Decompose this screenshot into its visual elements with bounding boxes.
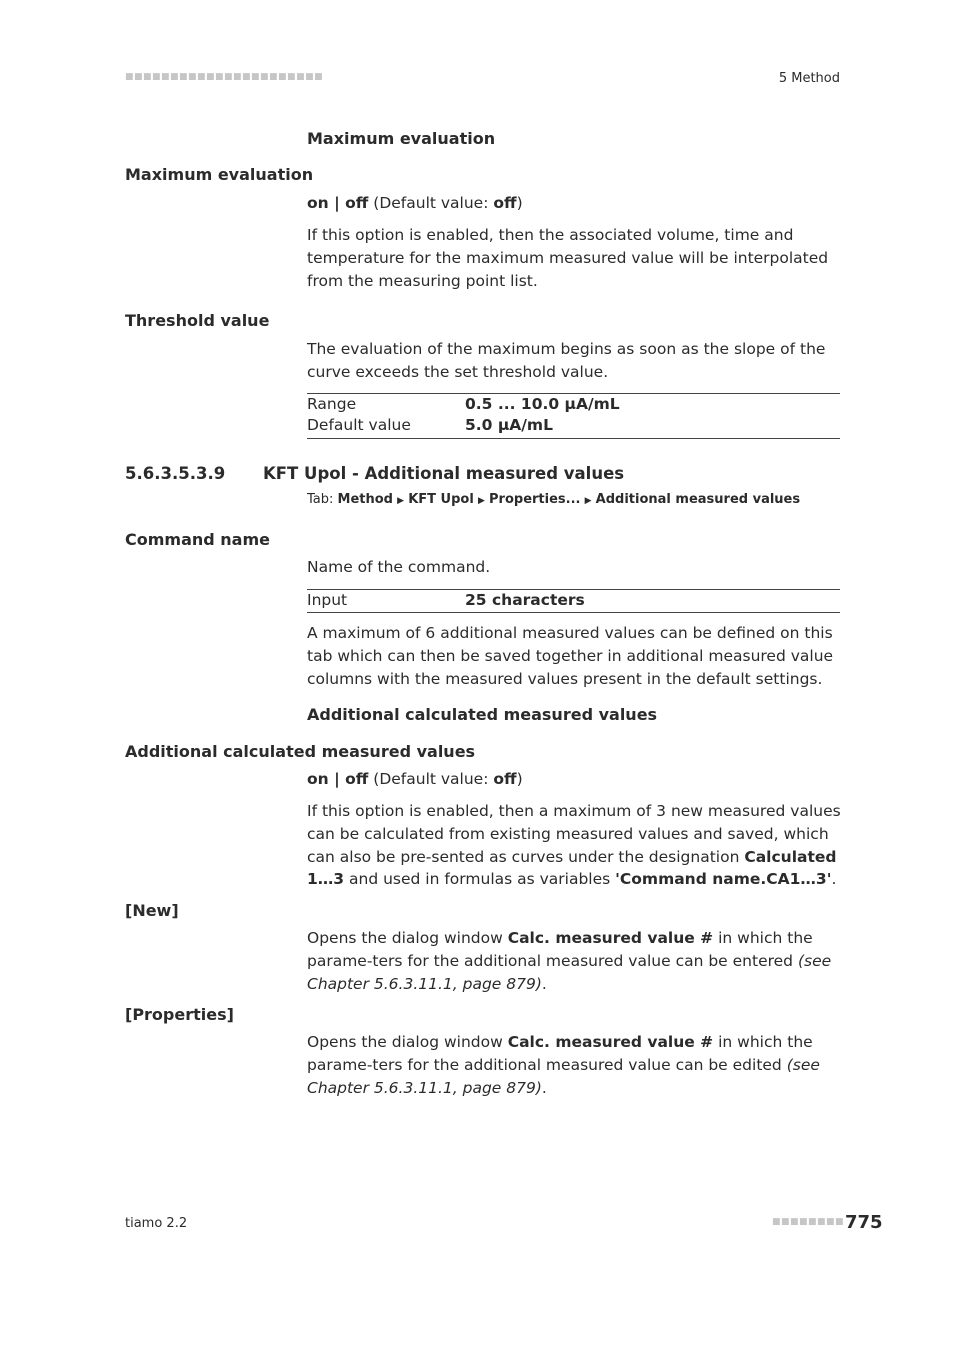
tab-path-item: KFT Upol <box>408 492 474 507</box>
new-button-label: [New] <box>125 901 179 920</box>
desc-text: . <box>541 1078 547 1097</box>
additional-calc-label: Additional calculated measured values <box>125 742 476 761</box>
chapter-title: 5 Method <box>778 71 840 86</box>
tab-path <box>307 492 800 507</box>
max-eval-description: If this option is enabled, then the associated volume, time and temperature for the maximum measured value will be interpolated from the measuring point list. <box>307 226 829 290</box>
tab-path-item: Additional measured values <box>595 492 801 507</box>
command-table-bottom-rule <box>307 612 840 613</box>
properties-button-description <box>307 1031 847 1099</box>
desc-bold: 'Command name.CA1…3' <box>615 870 832 889</box>
table-value: 25 characters <box>465 591 585 609</box>
additional-calc-options-values: on | off <box>307 770 369 788</box>
table-row <box>307 590 840 611</box>
max-eval-default-value: off <box>493 194 517 212</box>
tab-path-prefix: Tab: <box>307 492 338 507</box>
footer-decoration: ■■■■■■■■ <box>772 1217 845 1227</box>
desc-bold: Calc. measured value # <box>507 1033 714 1051</box>
arrow-right-icon: ▶ <box>477 496 485 506</box>
section-number: 5.6.3.5.3.9 <box>125 464 226 483</box>
desc-text: Opens the dialog window <box>307 929 508 947</box>
table-value: 0.5 ... 10.0 µA/mL <box>465 395 620 413</box>
additional-calc-default-suffix: ) <box>516 770 523 788</box>
max-eval-label: Maximum evaluation <box>125 165 314 184</box>
desc-text: . <box>541 974 547 993</box>
max-eval-default-suffix: ) <box>516 194 523 212</box>
desc-text: and used in formulas as variables <box>344 870 616 889</box>
new-button-description <box>307 927 847 995</box>
table-key: Default value <box>307 416 411 434</box>
tab-path-item: Method <box>337 492 393 507</box>
desc-text: . <box>831 870 837 889</box>
chapter-reference-link[interactable]: (see Chapter 5.6.3.11.1, page 879) <box>307 1055 820 1097</box>
additional-calc-options <box>307 768 847 791</box>
chapter-reference-link[interactable]: (see Chapter 5.6.3.11.1, page 879) <box>307 951 832 993</box>
max-eval-default-prefix: (Default value: <box>368 194 494 212</box>
threshold-description: The evaluation of the maximum begins as soon as the slope of the curve exceeds the set threshold value. <box>307 340 826 381</box>
additional-calc-default-value: off <box>493 770 517 788</box>
command-name-note: A maximum of 6 additional measured values can be defined on this tab which can then be saved together in additional measured value columns with the measured values present in the default settings. <box>307 624 834 688</box>
additional-calc-description <box>307 800 847 891</box>
command-name-label: Command name <box>125 530 270 549</box>
threshold-label: Threshold value <box>125 311 270 330</box>
desc-bold: Calc. measured value # <box>507 929 714 947</box>
additional-calc-subheading: Additional calculated measured values <box>307 705 658 724</box>
arrow-right-icon: ▶ <box>584 496 592 506</box>
desc-text: Opens the dialog window <box>307 1033 508 1051</box>
max-eval-options-values: on | off <box>307 194 369 212</box>
product-name: tiamo 2.2 <box>125 1216 188 1231</box>
desc-text: If this option is enabled, then a maximum of 3 new measured values can be calculated from existing measured values and saved, which can also be pre-sented as curves under the designation <box>307 802 841 866</box>
tab-path-item: Properties... <box>489 492 581 507</box>
table-key: Input <box>307 591 348 609</box>
command-table <box>307 590 840 611</box>
desc-text: in which the parame-ters for the additional measured value can be entered <box>307 929 813 970</box>
max-eval-options <box>307 192 847 215</box>
header-decoration: ■■■■■■■■■■■■■■■■■■■■■■ <box>125 72 324 82</box>
table-row <box>307 394 840 415</box>
table-key: Range <box>307 395 357 413</box>
table-value: 5.0 µA/mL <box>465 416 553 434</box>
additional-calc-default-prefix: (Default value: <box>368 770 494 788</box>
threshold-table <box>307 394 840 436</box>
page-number: 775 <box>845 1212 883 1233</box>
desc-text: in which the parame-ters for the additional measured value can be edited <box>307 1033 813 1074</box>
section-title: KFT Upol - Additional measured values <box>263 464 625 483</box>
properties-button-label: [Properties] <box>125 1005 234 1024</box>
max-eval-subheading: Maximum evaluation <box>307 129 496 148</box>
threshold-table-bottom-rule <box>307 438 840 439</box>
table-row <box>307 415 840 436</box>
desc-bold: Calculated 1…3 <box>307 847 837 889</box>
arrow-right-icon: ▶ <box>397 496 405 506</box>
command-name-description: Name of the command. <box>307 558 491 576</box>
